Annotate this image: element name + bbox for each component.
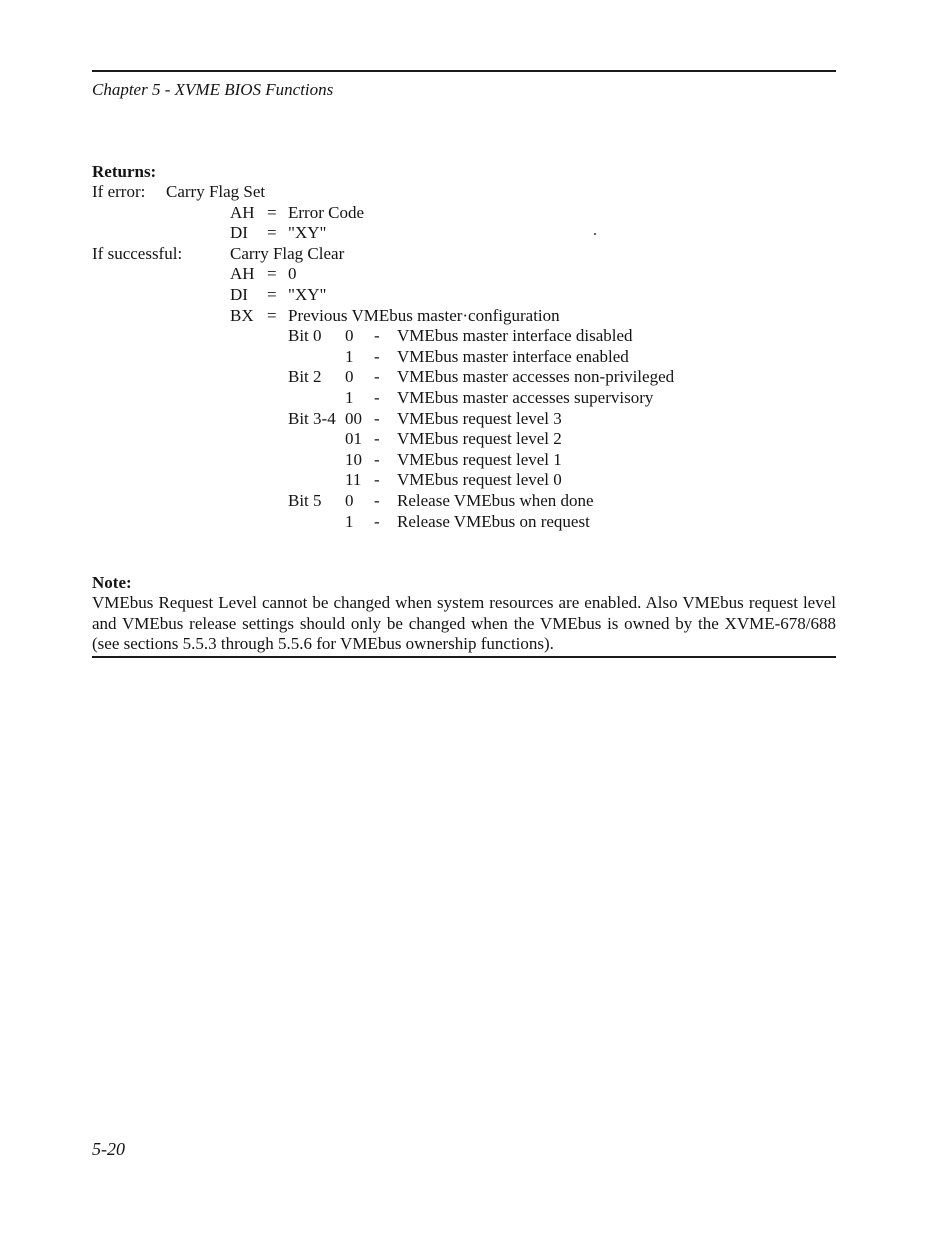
error-ah-equals: = bbox=[267, 203, 277, 222]
success-di-register: DI bbox=[230, 285, 248, 304]
returns-heading: Returns: bbox=[92, 162, 157, 181]
bit-description: VMEbus request level 2 bbox=[397, 429, 562, 448]
error-label: If error: bbox=[92, 182, 146, 201]
bit-dash: - bbox=[374, 388, 380, 407]
bx-value: Previous VMEbus master·configuration bbox=[288, 306, 560, 325]
bit-label: Bit 3-4 bbox=[288, 409, 336, 428]
error-di-equals: = bbox=[267, 223, 277, 242]
success-di-equals: = bbox=[267, 285, 277, 304]
error-ah-value: Error Code bbox=[288, 203, 365, 222]
bit-label: Bit 2 bbox=[288, 367, 322, 386]
bit-dash: - bbox=[374, 491, 380, 510]
success-ah-register: AH bbox=[230, 264, 255, 283]
error-di-value: "XY" bbox=[288, 223, 327, 242]
bx-register: BX bbox=[230, 306, 254, 325]
bit-value: 01 bbox=[345, 429, 362, 448]
bit-value: 10 bbox=[345, 450, 362, 469]
bit-description: VMEbus request level 0 bbox=[397, 470, 562, 489]
bit-description: VMEbus request level 3 bbox=[397, 409, 562, 428]
bit-dash: - bbox=[374, 429, 380, 448]
success-di-value: "XY" bbox=[288, 285, 327, 304]
bit-dash: - bbox=[374, 470, 380, 489]
success-ah-value: 0 bbox=[288, 264, 297, 283]
bit-description: VMEbus master accesses non-privileged bbox=[397, 367, 675, 386]
bit-value: 11 bbox=[345, 470, 362, 489]
error-flag: Carry Flag Set bbox=[166, 182, 266, 201]
bit-value: 0 bbox=[345, 326, 354, 345]
bit-description: VMEbus request level 1 bbox=[397, 450, 562, 469]
bit-dash: - bbox=[374, 450, 380, 469]
bit-label: Bit 0 bbox=[288, 326, 322, 345]
bit-dash: - bbox=[374, 367, 380, 386]
bit-description: VMEbus master accesses supervisory bbox=[397, 388, 654, 407]
bx-equals: = bbox=[267, 306, 277, 325]
success-flag: Carry Flag Clear bbox=[230, 244, 345, 263]
bit-description: Release VMEbus on request bbox=[397, 512, 590, 531]
bit-value: 00 bbox=[345, 409, 362, 428]
page-number: 5-20 bbox=[92, 1139, 125, 1159]
stray-mark bbox=[594, 233, 596, 235]
note-bottom-rule bbox=[92, 656, 836, 658]
bit-value: 1 bbox=[345, 388, 354, 407]
bit-value: 1 bbox=[345, 512, 354, 531]
bit-dash: - bbox=[374, 409, 380, 428]
bit-description: VMEbus master interface enabled bbox=[397, 347, 629, 366]
bit-dash: - bbox=[374, 347, 380, 366]
bit-dash: - bbox=[374, 326, 380, 345]
bit-value: 0 bbox=[345, 491, 354, 510]
success-label: If successful: bbox=[92, 244, 183, 263]
error-di-register: DI bbox=[230, 223, 248, 242]
note-body: VMEbus Request Level cannot be changed when system resources are enabled. Also VMEbus request level and VMEbus release settings should only be changed when the VMEbus is owned by the XVME-678/688 (see sections 5.5.3 through 5.5.6 for VMEbus ownership functions). bbox=[92, 593, 836, 653]
note-heading: Note: bbox=[92, 573, 132, 592]
bit-label: Bit 5 bbox=[288, 491, 322, 510]
bit-description: Release VMEbus when done bbox=[397, 491, 594, 510]
bit-value: 0 bbox=[345, 367, 354, 386]
success-ah-equals: = bbox=[267, 264, 277, 283]
error-ah-register: AH bbox=[230, 203, 255, 222]
bit-dash: - bbox=[374, 512, 380, 531]
bit-value: 1 bbox=[345, 347, 354, 366]
bit-description: VMEbus master interface disabled bbox=[397, 326, 633, 345]
header-rule bbox=[92, 70, 836, 72]
chapter-title: Chapter 5 - XVME BIOS Functions bbox=[92, 80, 334, 99]
